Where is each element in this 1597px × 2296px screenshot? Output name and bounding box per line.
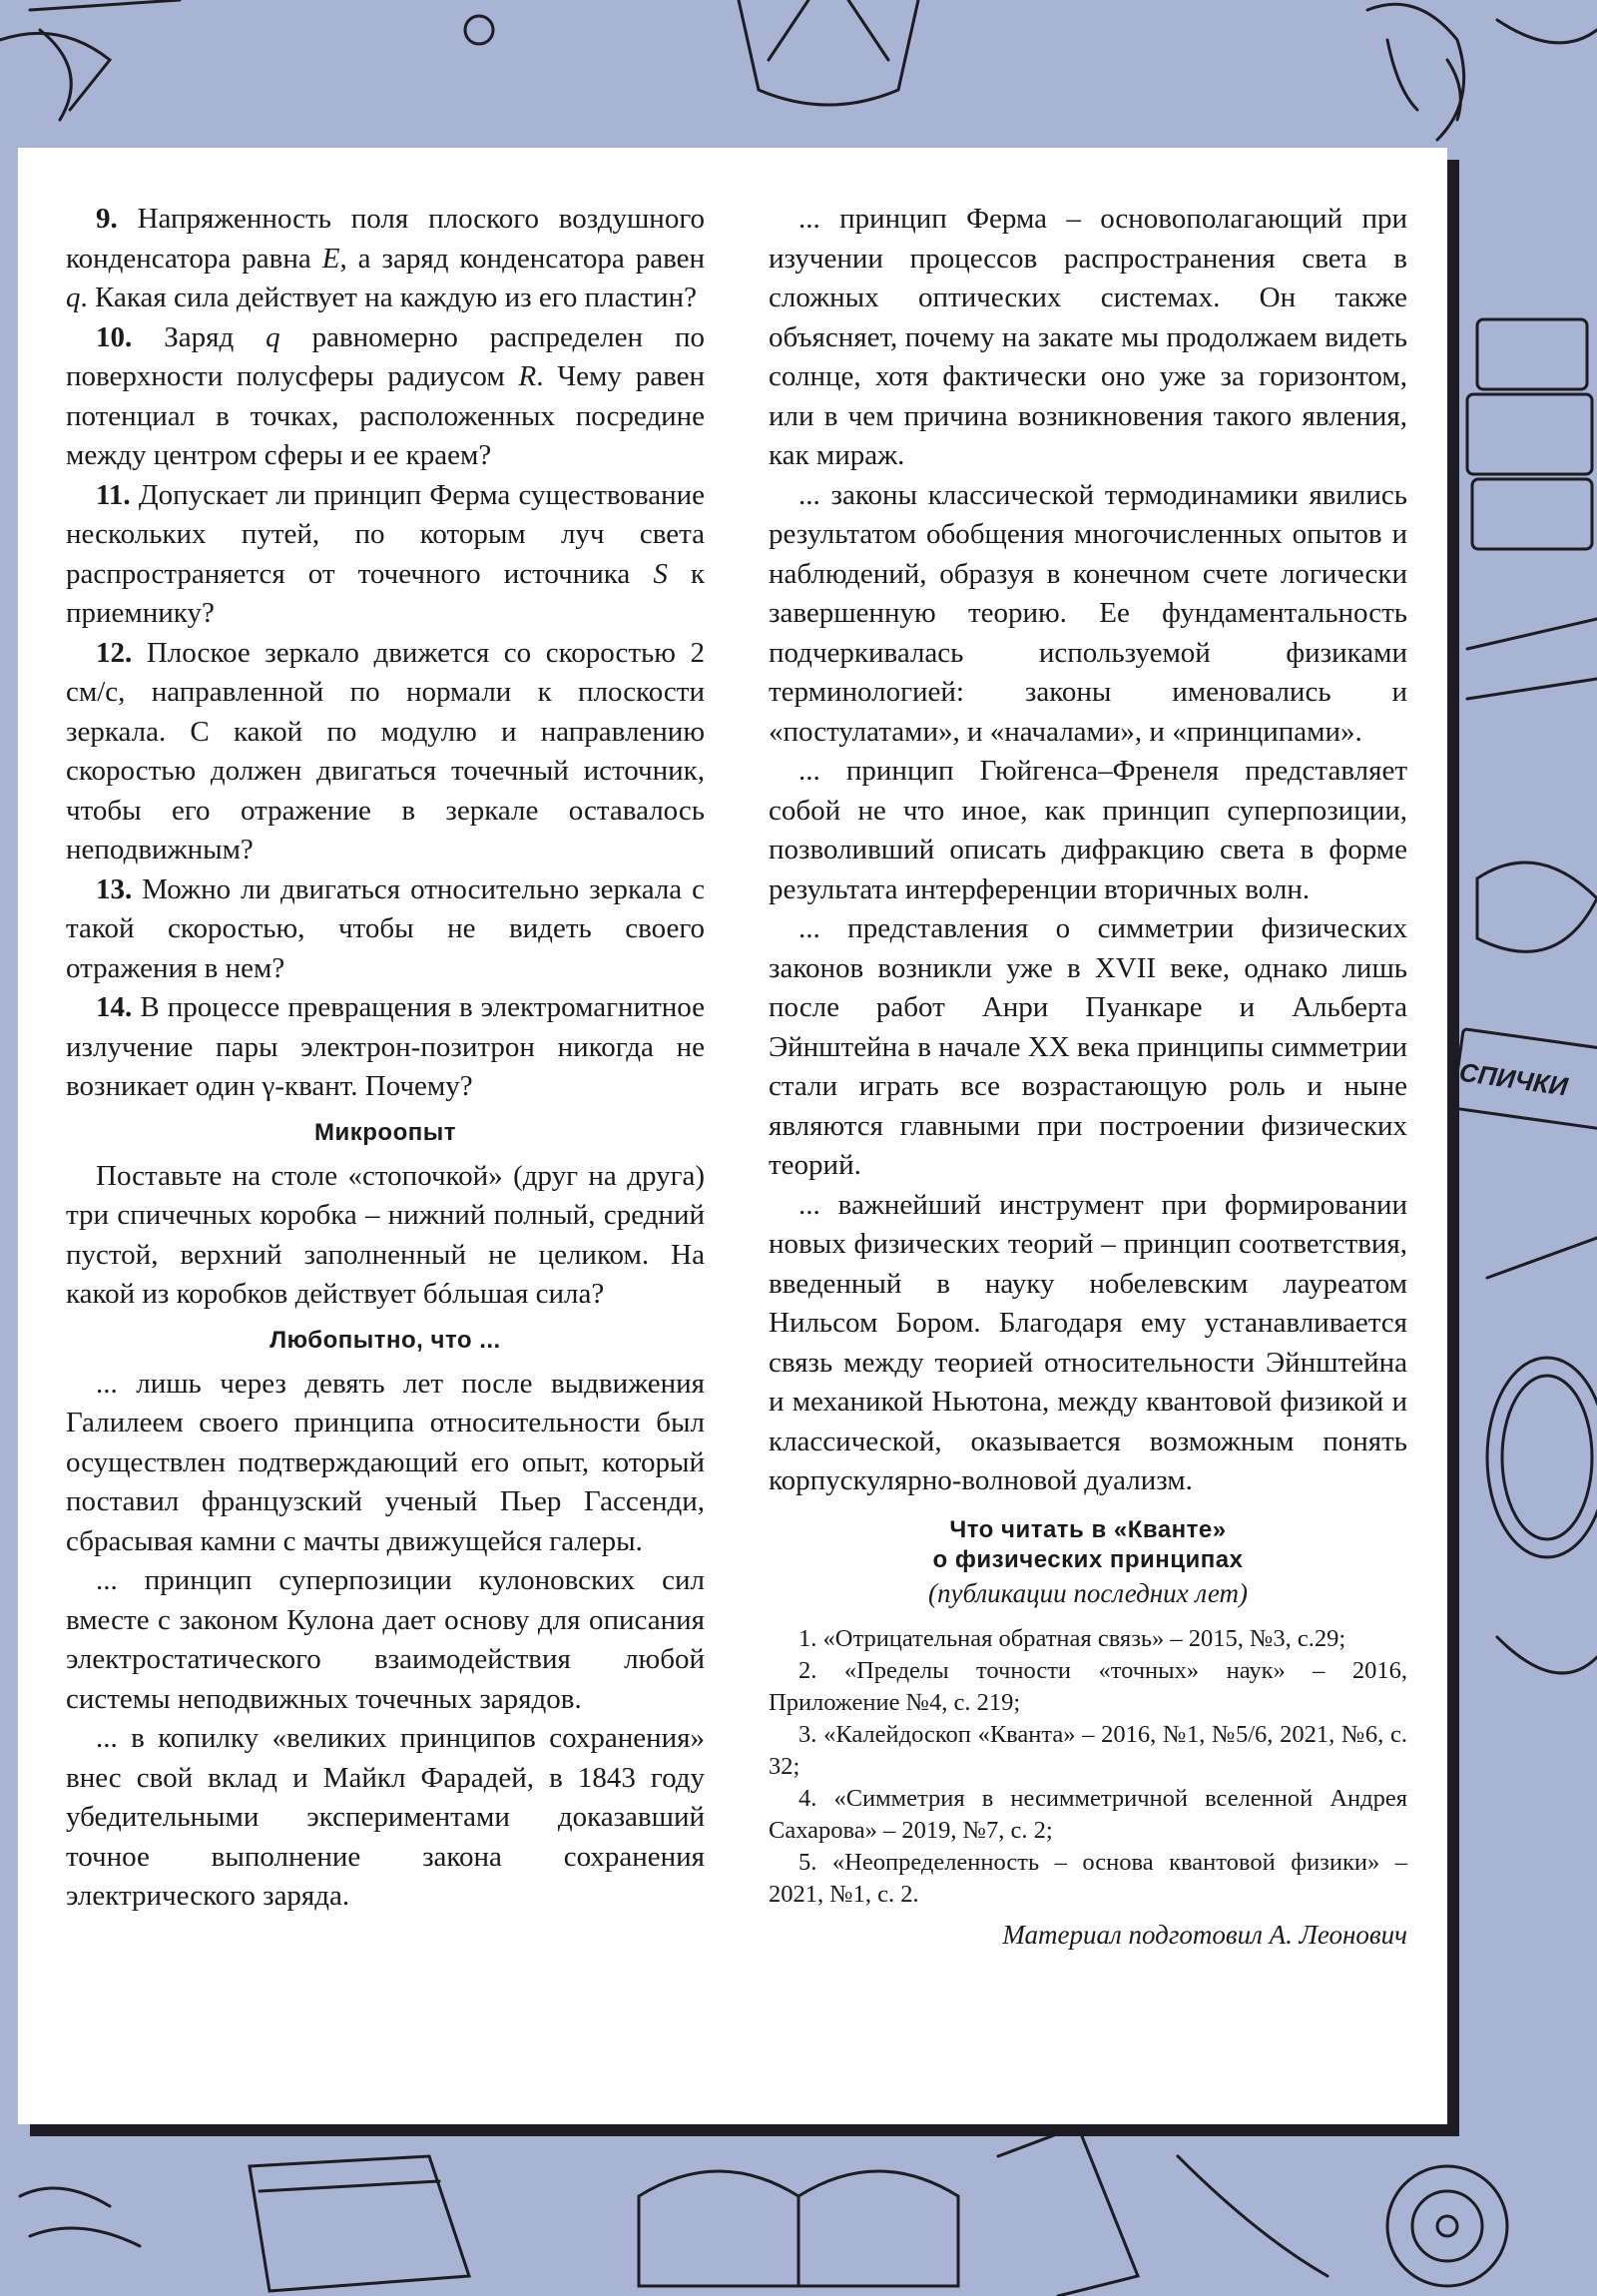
curious-paragraph: ... законы классической термодинамики явились результатом обобщения многочисленных опытов и наблюдений, образуя в конечном счете логически завершенную теорию. Ее фундаментальность подчеркивалась используемой физиками терминологией: законы именовались и «постулатами», и «началами», и «принципами». <box>769 478 1407 748</box>
figure-sketch <box>1367 4 1464 140</box>
reading-item: 1. «Отрицательная обратная связь» – 2015, №3, с.29; <box>798 1624 1346 1652</box>
question-10: 10. Заряд q равномерно распределен по поверхности полусферы радиусом R. Чему равен потенциал в точках, расположенных посредине между центром сферы и ее краем? <box>66 320 705 471</box>
reading-item: 2. «Пределы точности «точных» наук» – 2016, Приложение №4, с. 219; <box>769 1656 1407 1716</box>
book-stack-sketch <box>1477 319 1587 389</box>
curious-paragraph: ... принцип Ферма – основополагающий при изучении процессов распространения света в сложных оптических системах. Он также объясняет, почему на закате мы продолжаем видеть солнце, хотя фактически оно уже за горизонтом, или в чем причина возникновения такого явления, как мираж. <box>769 203 1407 471</box>
author-credit: Материал подготовил А. Леонович <box>1002 1919 1407 1950</box>
curious-paragraph: ... представления о симметрии физических законов возникли уже в XVII веке, однако лишь после работ Анри Пуанкаре и Альберта Эйнштейна в начале XX века принципы симметрии стали играть все возрастающую роль и ныне являются главными при построении физических теорий. <box>769 912 1407 1181</box>
closed-book-sketch <box>250 2156 469 2291</box>
curious-paragraph: ... принцип Гюйгенса–Френеля представляет собой не что иное, как принцип суперпозиции, позволивший описать дифракцию света в форме результата интерференции вторичных волн. <box>769 755 1407 905</box>
curious-heading: Любопытно, что ... <box>269 1326 501 1354</box>
pencil-sketch <box>998 2126 1138 2296</box>
curious-paragraph: ... принцип суперпозиции кулоновских сил вместе с законом Кулона дает основу для описания электростатического взаимодействия любой системы неподвижных точечных зарядов. <box>66 1564 705 1715</box>
reading-item: 5. «Неопределенность – основа квантовой физики» – 2021, №1, с. 2. <box>769 1848 1407 1908</box>
pen-sketch <box>1467 619 1597 699</box>
disc-sketch <box>1387 2166 1507 2286</box>
curious-paragraph: ... в копилку «великих принципов сохранения» внес свой вклад и Майкл Фарадей, в 1843 году убедительными экспериментами доказавший точное выполнение закона сохранения электрического заряда. <box>66 1722 705 1912</box>
scroll-sketch-right <box>1477 862 1597 951</box>
curious-paragraph: ... важнейший инструмент при формировании новых физических теорий – принцип соответствия, введенный в науку нобелевским лауреатом Нильсом Бором. Благодаря ему устанавливается связь между теорией относительности Эйнштейна и механикой Ньютона, между квантовой физикой и классической, оказывается возможным понять корпускулярно-волновой дуализм. <box>769 1188 1407 1496</box>
reading-item: 4. «Симметрия в несимметричной вселенной Андрея Сахарова» – 2019, №7, с. 2; <box>769 1784 1407 1844</box>
reading-list <box>769 1623 1407 1911</box>
microexperiment-heading: Микроопыт <box>314 1118 456 1146</box>
bead-sketch <box>465 16 493 44</box>
question-12: 12. Плоское зеркало движется со скоростью 2 см/с, направленной по нормали к плоскости зеркала. С какой по модулю и направлению скоростью должен двигаться точечный источник, чтобы его отражение в зеркале оставалось неподвижным? <box>66 636 705 865</box>
reading-heading-line1: Что читать в «Кванте» <box>949 1515 1227 1543</box>
reading-heading-line2: о физических принципах <box>932 1545 1244 1573</box>
question-13: 13. Можно ли двигаться относительно зеркала с такой скоростью, чтобы не видеть своего отражения в нем? <box>66 872 705 984</box>
reading-subtitle: (публикации последних лет) <box>928 1577 1248 1608</box>
question-11: 11. Допускает ли принцип Ферма существование нескольких путей, по которым луч света распространяется от точечного источника S к приемнику? <box>66 478 706 629</box>
curious-paragraph: ... лишь через девять лет после выдвижения Галилеем своего принципа относительности был осуществлен подтверждающий его опыт, который поставил французский ученый Пьер Гассенди, сбрасывая камни с мачты движущейся галеры. <box>66 1367 705 1557</box>
matchbox-label: СПИЧКИ <box>1457 1056 1570 1102</box>
article-page <box>18 148 1447 2124</box>
question-9: 9. Напряженность поля плоского воздушного конденсатора равна E, а заряд конденсатора равен q. Какая сила действует на каждую из его пластин? <box>66 203 705 313</box>
lamp-sketch <box>739 0 918 105</box>
reading-item: 3. «Калейдоскоп «Кванта» – 2016, №1, №5/6, 2021, №6, с. 32; <box>769 1720 1407 1780</box>
right-column <box>769 200 1407 1953</box>
question-14: 14. В процессе превращения в электромагнитное излучение пары электрон-позитрон никогда не возникает один γ-квант. Почему? <box>66 991 706 1102</box>
left-column <box>66 200 705 1917</box>
handwriting-sketch <box>20 2188 140 2246</box>
microexperiment-text: Поставьте на столе «стопочкой» (друг на друга) три спичечных коробка – нижний полный, средний пустой, верхний заполненный не целиком. На какой из коробков действует бóльшая сила? <box>66 1159 705 1310</box>
